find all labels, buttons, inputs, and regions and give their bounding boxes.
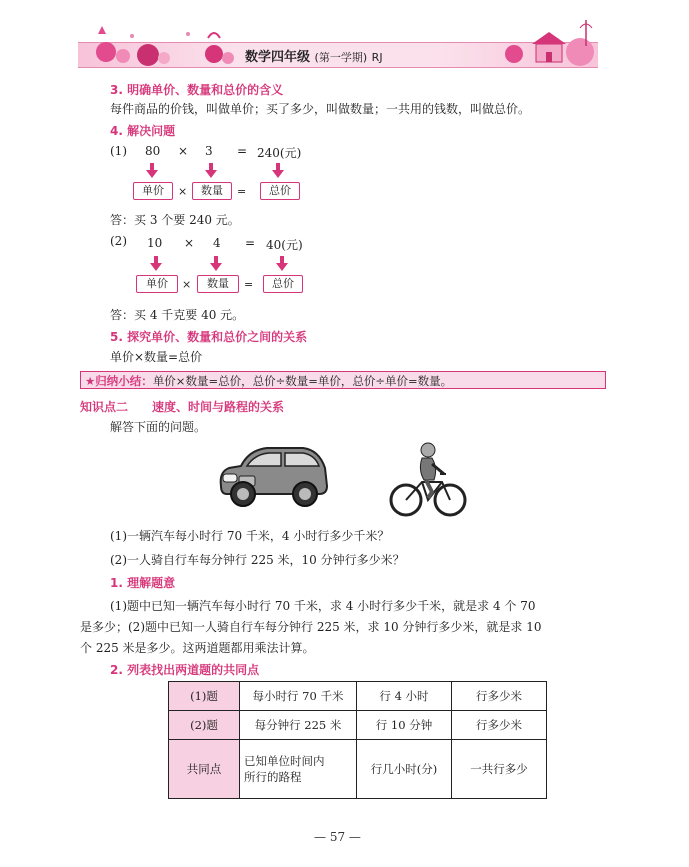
section3-text: 每件商品的价钱，叫做单价；买了多少，叫做数量；一共用的钱数，叫做总价。 (110, 102, 531, 116)
ex2-result: 40(元) (266, 238, 303, 252)
understand-line1: (1)题中已知一辆汽车每小时行 70 千米，求 4 小时行多少千米，就是求 4 个 70 (110, 599, 536, 613)
arrow-down-icon (270, 163, 286, 179)
knowledge2-label: 知识点二 (80, 400, 129, 414)
table-cell: 每小时行 70 千米 (240, 682, 357, 711)
knowledge2-title: 速度、时间与路程的关系 (152, 400, 285, 414)
car-icon (215, 442, 330, 512)
arrow-down-icon (144, 163, 160, 179)
table-cell-line: 已知单位时间内 (244, 754, 325, 768)
table-cell-line: 所行的路程 (244, 770, 302, 784)
header-title: 数学四年级 (第一学期) RJ (245, 50, 383, 65)
ex1-eq: = (237, 144, 248, 158)
arrow-down-icon (274, 256, 290, 272)
ex1-label: (1) (110, 144, 127, 158)
summary-text: 单价×数量=总价，总价÷数量=单价，总价÷单价=数量。 (152, 374, 453, 388)
table-cell-head: 共同点 (169, 740, 240, 799)
problem-1: (1)一辆汽车每小时行 70 千米，4 小时行多少千米？ (110, 529, 390, 543)
ex2-answer: 答：买 4 千克要 40 元。 (110, 308, 245, 322)
ex1-a: 80 (145, 144, 161, 158)
ex1-box-times: × (178, 185, 188, 198)
ex2-box-price: 单价 (136, 275, 178, 293)
arrow-down-icon (148, 256, 164, 272)
table-row (169, 740, 547, 799)
ex1-box-price: 单价 (133, 182, 173, 200)
table-cell: 行 4 小时 (357, 682, 452, 711)
understand-line2: 是多少；(2)题中已知一人骑自行车每分钟行 225 米，求 10 分钟行多少米，就是求 10 (80, 620, 542, 634)
table-cell: 一共行多少 (452, 740, 547, 799)
understand-title: 1. 理解题意 (110, 576, 176, 590)
section4-title: 4. 解决问题 (110, 124, 176, 138)
comparison-table (168, 681, 547, 799)
header-decoration-left-icon (88, 22, 248, 68)
ex2-eq: = (245, 236, 256, 250)
summary-bar (80, 371, 606, 389)
table-row (169, 682, 547, 711)
ex1-op: × (178, 144, 189, 158)
ex1-box-equals: = (237, 185, 247, 198)
table-cell: 行多少米 (452, 682, 547, 711)
table-cell: 行 10 分钟 (357, 711, 452, 740)
table-title: 2. 列表找出两道题的共同点 (110, 663, 260, 677)
table-cell-head: (2)题 (169, 711, 240, 740)
arrow-down-icon (208, 256, 224, 272)
section5-title: 5. 探究单价、数量和总价之间的关系 (110, 330, 308, 344)
ex2-box-times: × (182, 278, 192, 291)
ex2-box-equals: = (244, 278, 254, 291)
ex2-label: (2) (110, 234, 127, 248)
header-decoration-house-icon (500, 16, 600, 68)
ex1-answer: 答：买 3 个要 240 元。 (110, 213, 240, 227)
knowledge2-intro: 解答下面的问题。 (110, 420, 207, 434)
table-cell: 行几小时(分) (357, 740, 452, 799)
section3-title: 3. 明确单价、数量和总价的含义 (110, 83, 284, 97)
ex1-result: 240(元) (257, 146, 302, 160)
table-cell-head: (1)题 (169, 682, 240, 711)
problem-2: (2)一人骑自行车每分钟行 225 米，10 分钟行多少米？ (110, 553, 405, 567)
table-cell: 行多少米 (452, 711, 547, 740)
table-row (169, 711, 547, 740)
ex2-box-total: 总价 (263, 275, 303, 293)
section5-formula: 单价×数量=总价 (110, 350, 203, 364)
arrow-down-icon (203, 163, 219, 179)
ex2-b: 4 (213, 236, 221, 250)
table-cell (240, 740, 357, 799)
ex1-box-quantity: 数量 (192, 182, 232, 200)
cyclist-icon (388, 440, 468, 518)
ex1-box-total: 总价 (260, 182, 300, 200)
table-cell: 每分钟行 225 米 (240, 711, 357, 740)
page-number: — 57 — (314, 830, 361, 844)
summary-label: ★归纳小结： (85, 374, 153, 388)
understand-line3: 个 225 米是多少。这两道题都用乘法计算。 (80, 641, 315, 655)
ex2-a: 10 (147, 236, 163, 250)
ex2-box-quantity: 数量 (197, 275, 239, 293)
ex2-op: × (184, 236, 195, 250)
ex1-b: 3 (205, 144, 213, 158)
